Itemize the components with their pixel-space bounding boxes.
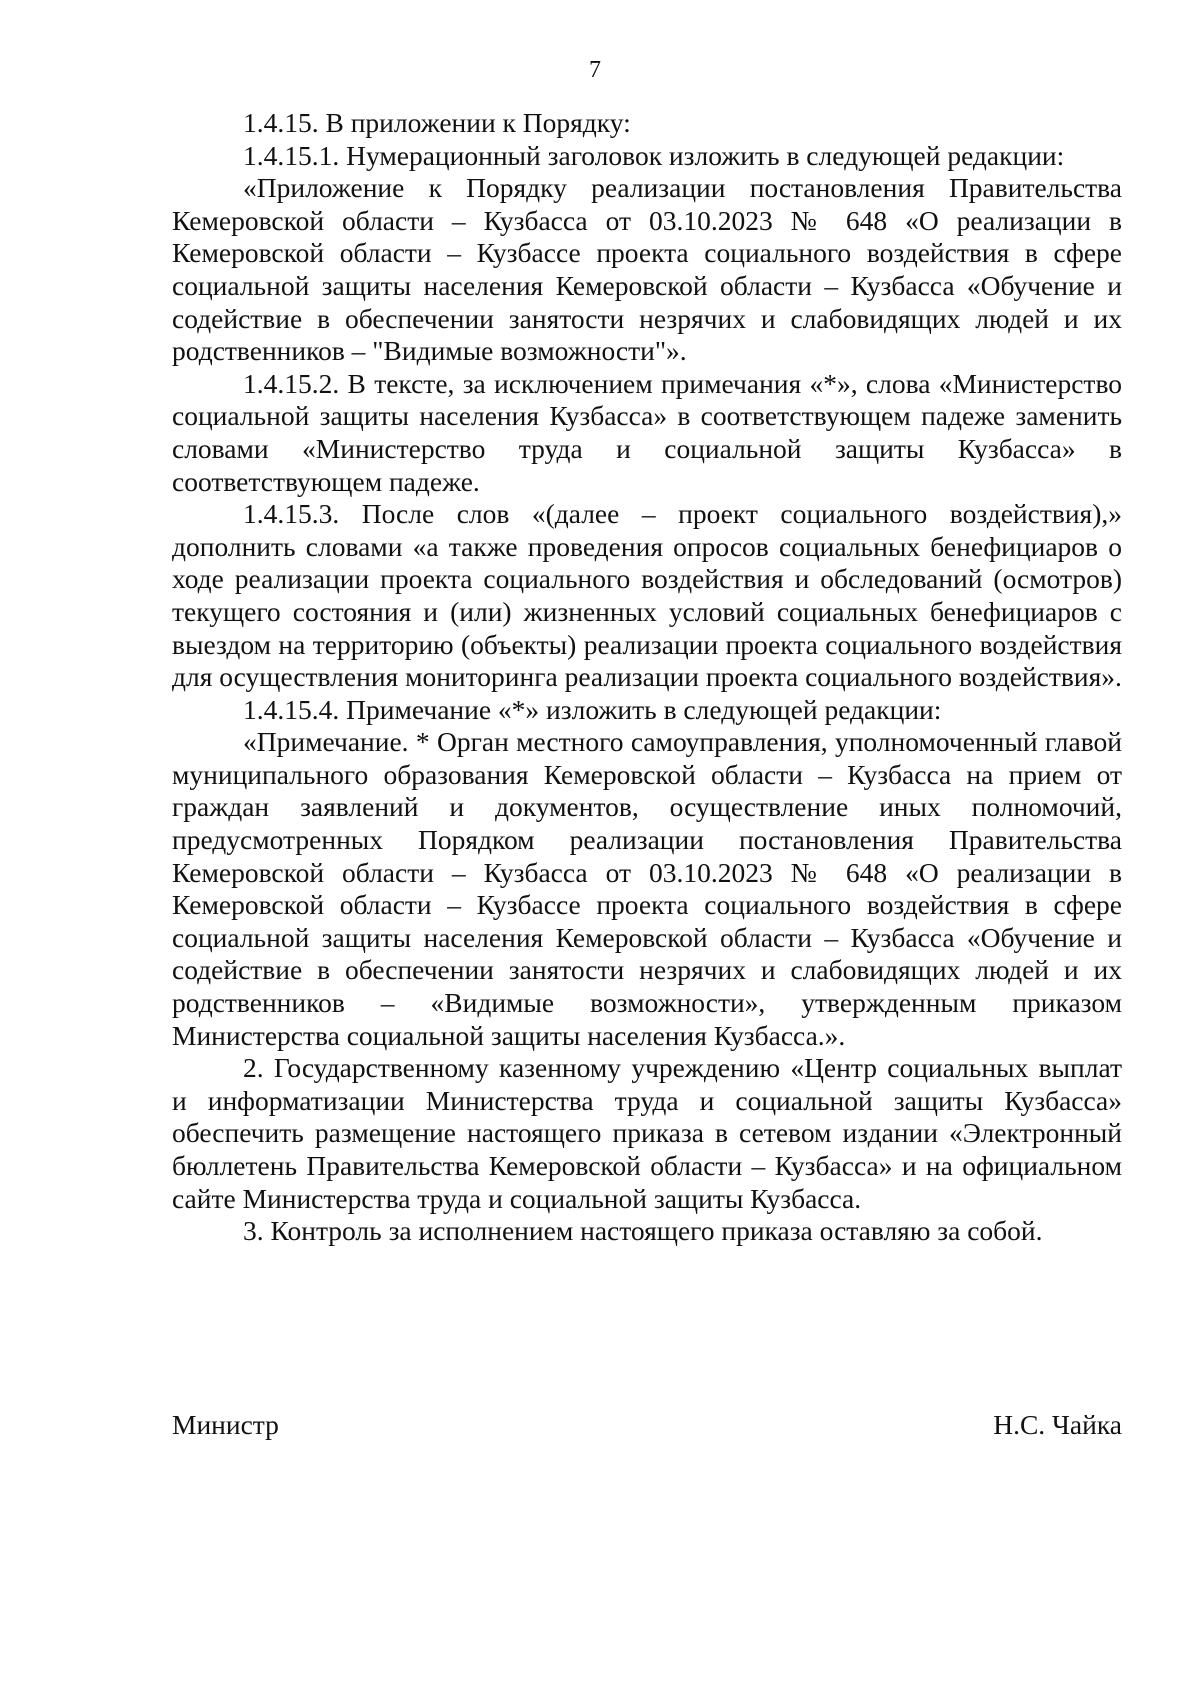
paragraph-3: 3. Контроль за исполнением настоящего приказа оставляю за собой. (243, 1215, 1043, 1247)
page-number: 7 (589, 57, 601, 83)
paragraph-appendix-heading: «Приложение к Порядку реализации постановления Правительства Кемеровской области – Кузбасса от 03.10.2023 № 648 «О реализации в Кемеровской области – Кузбассе проекта социального воздействия в сфере социальной защиты населения Кемеровской области – Кузбасса «Обучение и содействие в обеспечении занятости незрячих и слабовидящих людей и их родственников – "Видимые возможности"». (172, 172, 1122, 367)
paragraph-1-4-15-3: 1.4.15.3. После слов «(далее – проект социального воздействия),» дополнить словами «а также проведения опросов социальных бенефициаров о ходе реализации проекта социального воздействия и обследований (осмотров) текущего состояния и (или) жизненных условий социальных бенефициаров с выездом на территорию (объекты) реализации проекта социального воздействия для осуществления мониторинга реализации проекта социального воздействия». (172, 498, 1122, 693)
paragraph-1-4-15: 1.4.15. В приложении к Порядку: (243, 107, 631, 138)
signature-block (172, 1409, 1122, 1442)
paragraph-1-4-15-1: 1.4.15.1. Нумерационный заголовок изложить в следующей редакции: (243, 139, 1065, 171)
paragraph-note: «Примечание. * Орган местного самоуправления, уполномоченный главой муниципального образования Кемеровской области – Кузбасса на прием от граждан заявлений и документов, осуществление иных полномочий, предусмотренных Порядком реализации постановления Правительства Кемеровской области – Кузбасса от 03.10.2023 № 648 «О реализации в Кемеровской области – Кузбассе проекта социального воздействия в сфере социальной защиты населения Кемеровской области – Кузбасса «Обучение и содействие в обеспечении занятости незрячих и слабовидящих людей и их родственников – «Видимые возможности», утвержденным приказом Министерства социальной защиты населения Кузбасса.». (172, 726, 1122, 1051)
document-body (172, 107, 1122, 1248)
paragraph-2: 2. Государственному казенному учреждению «Центр социальных выплат и информатизации Министерства труда и социальной защиты Кузбасса» обеспечить размещение настоящего приказа в сетевом издании «Электронный бюллетень Правительства Кемеровской области – Кузбасса» и на официальном сайте Министерства труда и социальной защиты Кузбасса. (172, 1052, 1122, 1214)
signatory-position: Министр (172, 1409, 279, 1440)
paragraph-1-4-15-2: 1.4.15.2. В тексте, за исключением примечания «*», слова «Министерство социальной защиты населения Кузбасса» в соответствующем падеже заменить словами «Министерство труда и социальной защиты Кузбасса» в соответствующем падеже. (172, 367, 1122, 497)
signatory-name: Н.С. Чайка (993, 1409, 1122, 1440)
paragraph-1-4-15-4: 1.4.15.4. Примечание «*» изложить в следующей редакции: (243, 693, 942, 725)
